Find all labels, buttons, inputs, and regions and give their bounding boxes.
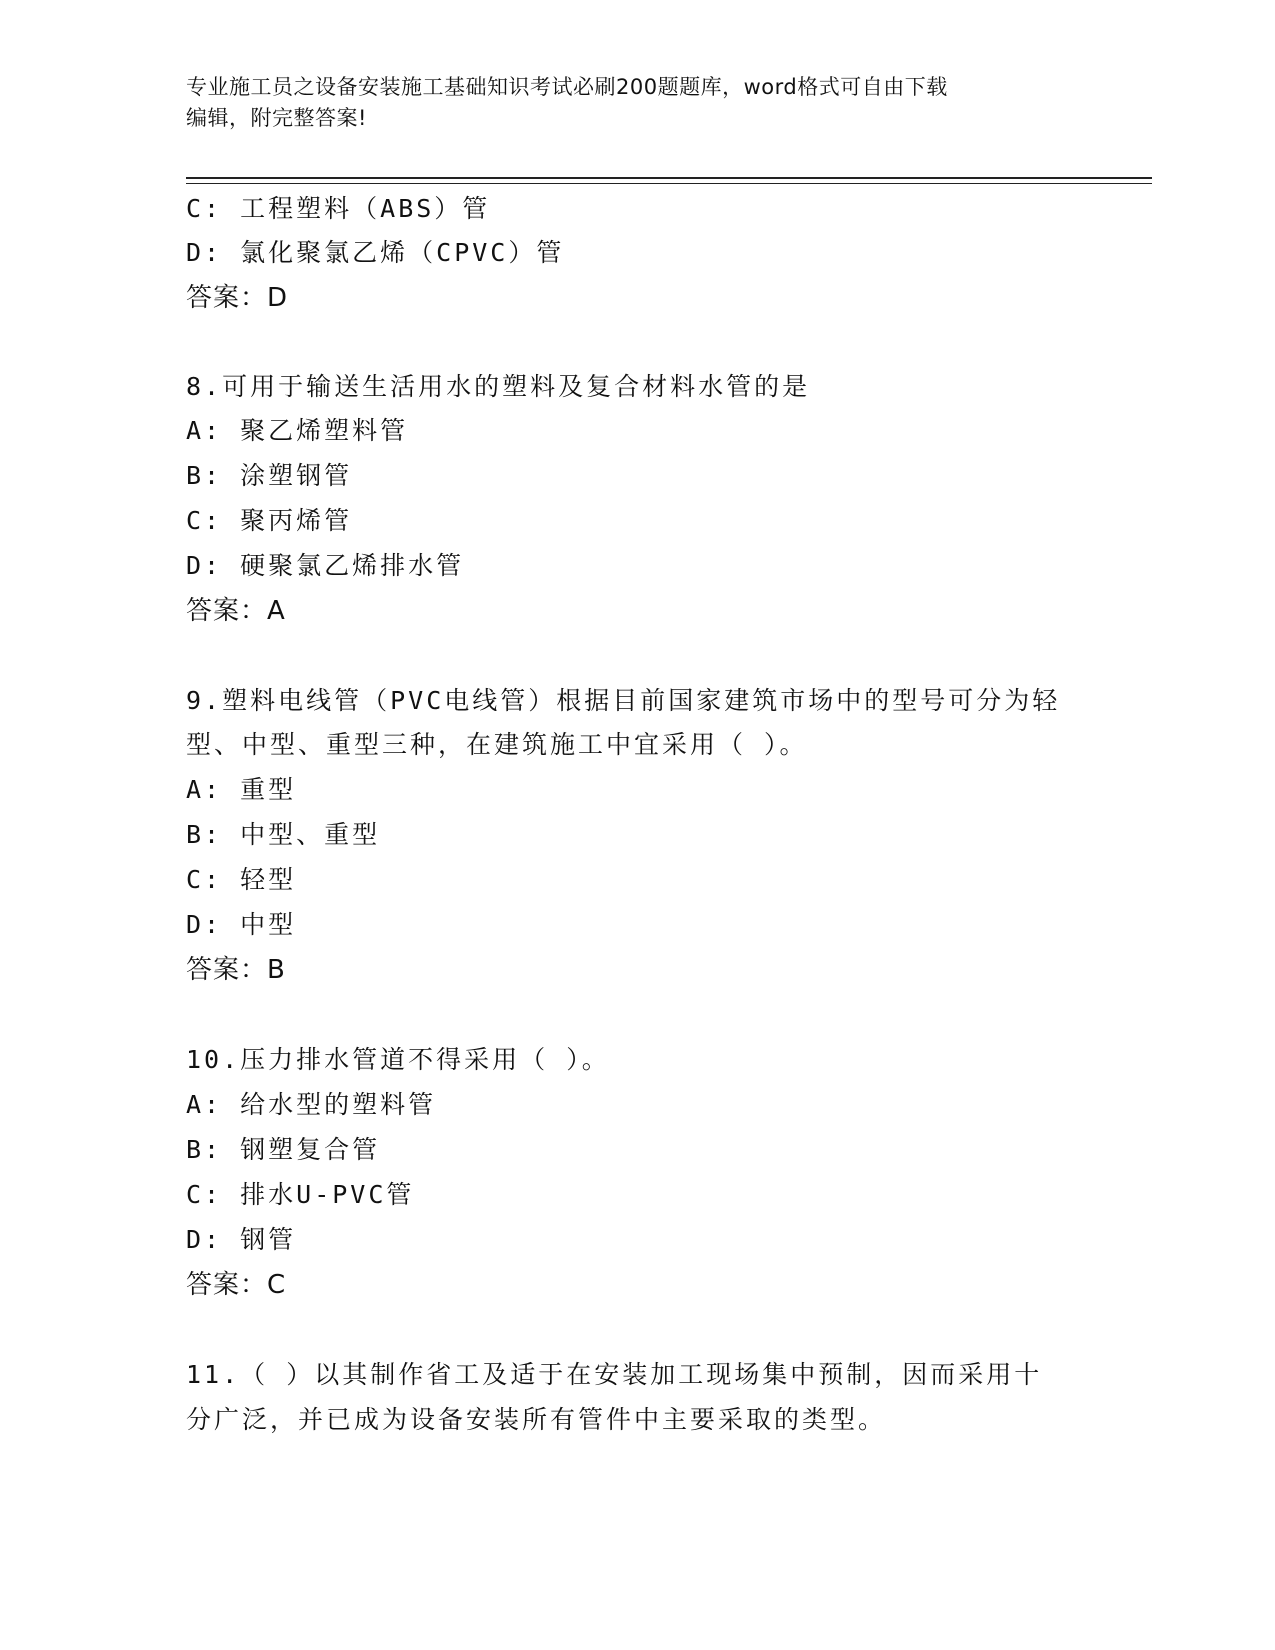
q10-option-a: A: 给水型的塑料管 bbox=[186, 1090, 437, 1119]
q7-answer: 答案：D bbox=[186, 283, 289, 313]
q8-option-c: C: 聚丙烯管 bbox=[186, 506, 353, 535]
q10-option-d: D: 钢管 bbox=[186, 1225, 297, 1254]
q9-option-d: D: 中型 bbox=[186, 910, 297, 939]
q9-question-text-line-2: 型、中型、重型三种，在建筑施工中宜采用（ ）。 bbox=[186, 730, 808, 759]
header-divider-thick bbox=[186, 177, 1152, 179]
q11-question-text-line-1: 11.（ ）以其制作省工及适于在安装加工现场集中预制，因而采用十 bbox=[186, 1360, 1043, 1389]
q8-answer: 答案：A bbox=[186, 596, 286, 626]
q10-option-c: C: 排水U-PVC管 bbox=[186, 1180, 415, 1209]
document-header bbox=[186, 72, 1086, 134]
q11-question-text-line-2: 分广泛，并已成为设备安装所有管件中主要采取的类型。 bbox=[186, 1405, 887, 1434]
q7-option-d: D: 氯化聚氯乙烯（CPVC）管 bbox=[186, 238, 565, 267]
q8-option-a: A: 聚乙烯塑料管 bbox=[186, 416, 409, 445]
q10-question-text: 10.压力排水管道不得采用（ ）。 bbox=[186, 1045, 610, 1074]
header-title-line-1: 专业施工员之设备安装施工基础知识考试必刷200题题库，word格式可自由下载 bbox=[186, 75, 948, 99]
q9-option-b: B: 中型、重型 bbox=[186, 820, 381, 849]
q9-question-text-line-1: 9.塑料电线管（PVC电线管）根据目前国家建筑市场中的型号可分为轻 bbox=[186, 686, 1061, 715]
q9-answer: 答案：B bbox=[186, 955, 286, 985]
q8-option-b: B: 涂塑钢管 bbox=[186, 461, 353, 490]
header-title-line-2: 编辑，附完整答案! bbox=[186, 106, 367, 130]
q9-option-c: C: 轻型 bbox=[186, 865, 297, 894]
q7-option-c: C: 工程塑料（ABS）管 bbox=[186, 194, 491, 223]
header-divider-thin bbox=[186, 183, 1152, 184]
q8-option-d: D: 硬聚氯乙烯排水管 bbox=[186, 551, 465, 580]
q9-option-a: A: 重型 bbox=[186, 775, 297, 804]
q8-question-text: 8.可用于输送生活用水的塑料及复合材料水管的是 bbox=[186, 372, 811, 401]
q10-answer: 答案：C bbox=[186, 1270, 287, 1300]
q10-option-b: B: 钢塑复合管 bbox=[186, 1135, 381, 1164]
